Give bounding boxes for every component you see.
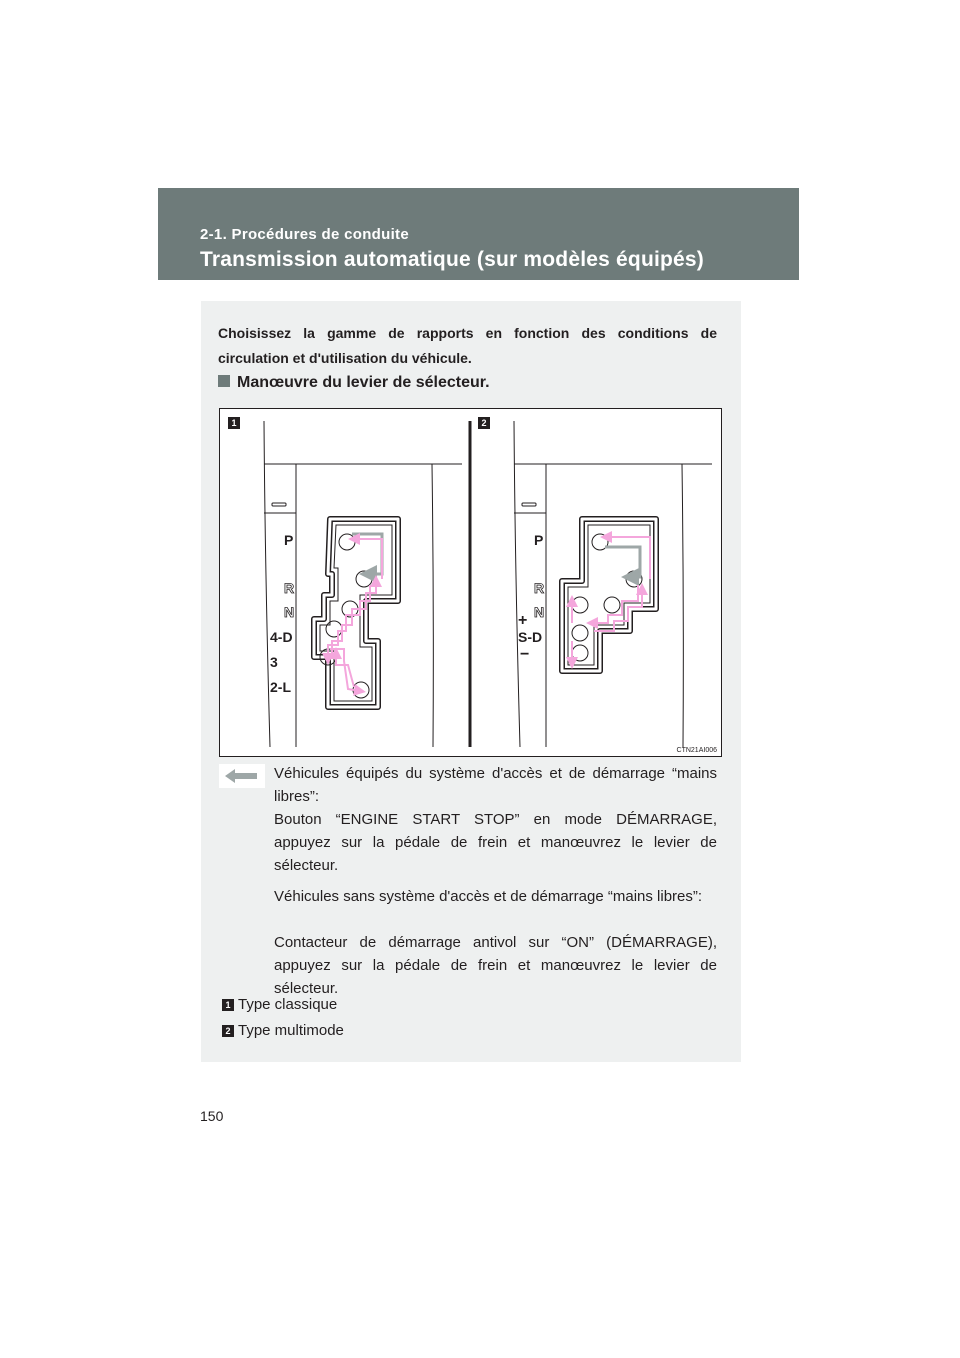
label-plus-2: + xyxy=(518,612,528,629)
intro-text: Choisissez la gamme de rapports en fonction des conditions de circulation et d'utilisation du véhicule. xyxy=(218,325,717,366)
instruction-para-3: Véhicules sans système d'accès et de démarrage “mains libres”: xyxy=(274,888,703,905)
legend-item-2 xyxy=(222,1021,344,1041)
chapter-header xyxy=(158,188,799,280)
legend-text-1: Type classique xyxy=(238,996,338,1013)
figure-badge-1: 1 xyxy=(228,417,240,429)
content-panel xyxy=(201,301,741,1062)
label-p-1: P xyxy=(284,532,294,548)
subheading xyxy=(218,374,490,392)
section-label: 2-1. Procédures de conduite xyxy=(200,226,409,243)
instruction-para-2: Bouton “ENGINE START STOP” en mode DÉMARRAGE, appuyez sur la pédale de frein et manœuvrez le levier de sélecteur. xyxy=(274,811,717,874)
label-r-2: R xyxy=(534,580,545,596)
page-number: 150 xyxy=(200,1108,224,1124)
legend-text-2: Type multimode xyxy=(238,1022,344,1039)
figure-badge-2: 2 xyxy=(478,417,490,429)
label-n-2: N xyxy=(534,604,545,620)
shift-lever-figure xyxy=(219,408,722,757)
instruction-para-4: Contacteur de démarrage antivol sur “ON” (DÉMARRAGE), appuyez sur la pédale de frein et manœuvrez le levier de sélecteur. xyxy=(274,934,717,997)
label-sd-2: S-D xyxy=(518,629,543,645)
brake-pedal-arrow-icon xyxy=(219,764,265,788)
label-p-2: P xyxy=(534,532,544,548)
panel-1-arrows xyxy=(328,534,382,691)
label-4d-1: 4-D xyxy=(270,629,293,645)
page-title: Transmission automatique (sur modèles équipés) xyxy=(200,248,704,271)
legend-badge-1: 1 xyxy=(222,999,234,1011)
square-bullet-icon xyxy=(218,375,230,387)
legend-badge-2: 2 xyxy=(222,1025,234,1037)
label-2l-1: 2-L xyxy=(270,679,291,695)
shift-gate-illustration xyxy=(220,409,723,758)
panel-1-gate xyxy=(314,519,398,707)
label-3-1: 3 xyxy=(270,654,278,670)
subheading-text: Manœuvre du levier de sélecteur. xyxy=(237,374,490,391)
label-n-1: N xyxy=(284,604,295,620)
figure-code: CTN21AI006 xyxy=(676,747,717,754)
label-minus-2: − xyxy=(520,646,530,663)
instruction-para-1: Véhicules équipés du système d'accès et de démarrage “mains libres”: xyxy=(274,765,717,805)
legend-item-1 xyxy=(222,995,337,1015)
label-r-1: R xyxy=(284,580,295,596)
